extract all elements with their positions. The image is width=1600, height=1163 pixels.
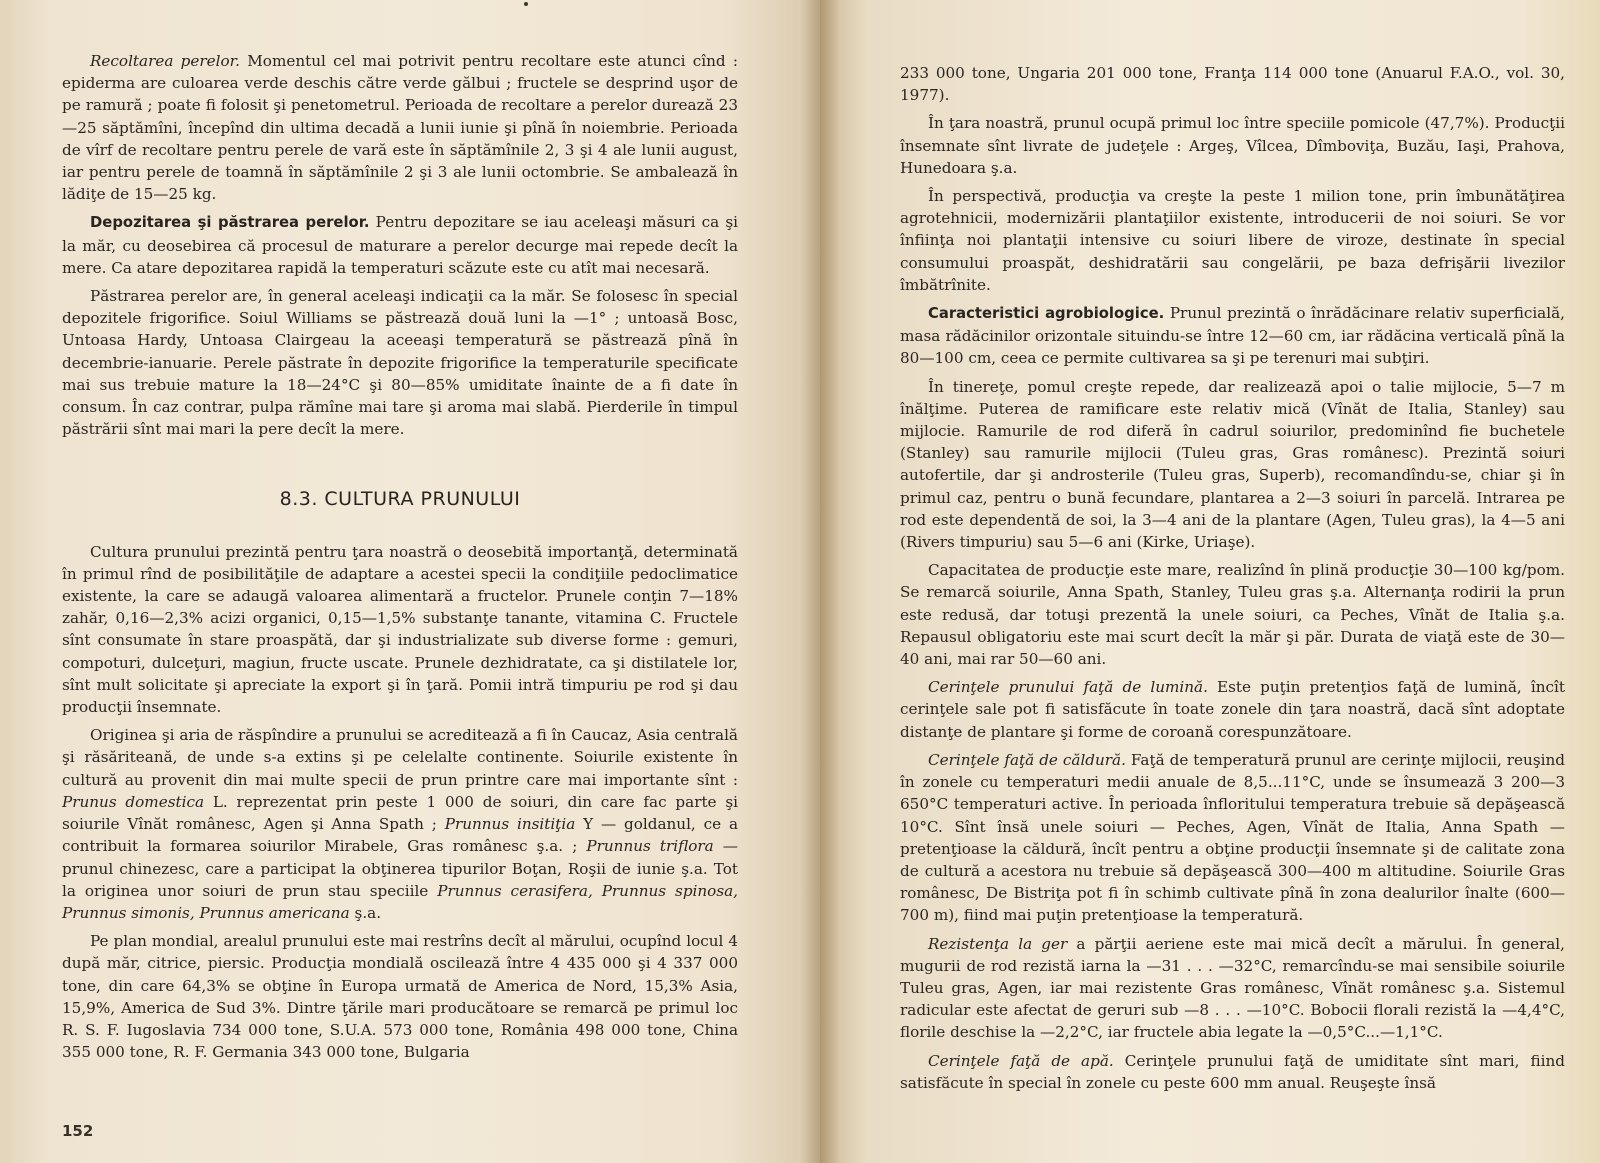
runin-frost: Rezistenţa la ger [928,934,1068,953]
paragraph-perspective: În perspectivă, producţia va creşte la peste 1 milion tone, prin îmbunătăţirea agrotehnicii, modernizării plantaţiilor existente, introducerii de noi soiuri. Se vor înfiinţa noi plantaţii intensive cu soiuri libere de viroze, destinate în special consumului proaspăt, deshidratării sau congelării, pe baza defrişării livezilor îmbătrînite. [900,187,1565,294]
right-page-text [900,62,1565,1100]
paragraph-frost-resistance: Rezistenţa la ger a părţii aeriene este mai mică decît a mărului. În general, mugurii de rod rezistă iarna la —31 . . . —32°C, remarcîndu-se mai sensibile soiurile Tuleu gras, Agen, iar mai rezistente Gras românesc, Vînăt românesc ş.a. Sistemul radicular este afectat de geruri sub —8 . . . —10°C. Bobocii florali rezistă la —4,4°C, florile deschise la —2,2°C, iar fructele abia legate la —0,5°C...—1,1°C. [900,934,1565,1042]
paragraph-production-continued: 233 000 tone, Ungaria 201 000 tone, Franţa 114 000 tone (Anuarul F.A.O., vol. 30, 1977). [900,64,1565,105]
paragraph-pear-storage: Depozitarea şi păstrarea perelor. Pentru depozitare se iau aceleaşi măsuri ca şi la măr, cu deosebirea că procesul de maturare a perelor decurge mai repede decît la mere. Ca atare depozitarea rapidă la temperaturi scăzute este cu atît mai necesară. [62,213,738,277]
runin-pear-storage: Depozitarea şi păstrarea perelor. [90,214,370,232]
paragraph-pear-keeping: Păstrarea perelor are, în general aceleaşi indicaţii ca la măr. Se folosesc în special depozitele frigorifice. Soiul Williams se păstrează două luni la —1° ; untoasă Bosc, Untoasa Hardy, Untoasa Clairgeau la aceeaşi temperatură se păstrează pînă în decembrie-ianuarie. Perele păstrate în depozite frigorifice la temperaturile specificate mai sus trebuie mature la 18—24°C şi 80—85% umiditate înainte de a fi date în consum. În caz contrar, pulpa rămîne mai tare şi aroma mai slabă. Pierderile în timpul păstrării sînt mai mari la pere decît la mere. [62,287,738,439]
section-heading: 8.3. CULTURA PRUNULUI [279,488,521,511]
paragraph-world-production: Pe plan mondial, arealul prunului este mai restrîns decît al mărului, ocupînd locul 4 după măr, citrice, piersic. Producţia mondială oscilează între 4 435 000 şi 4 337 000 tone, din care 64,3% se obţine în Europa urmată de America de Nord, 15,3% Asia, 15,9%, America de Sud 3%. Dintre ţările mari producătoare se remarcă pe primul loc R. S. F. Iugoslavia 734 000 tone, S.U.A. 573 000 tone, România 498 000 tone, China 355 000 tone, R. F. Germania 343 000 tone, Bulgaria [62,932,738,1062]
page-number: 152 [62,1122,94,1140]
paragraph-plum-culture: Cultura prunului prezintă pentru ţara noastră o deosebită importanţă, determinată în primul rînd de posibilităţile de adaptare a acestei specii la condiţiile pedoclimatice existente, la care se adaugă valoarea alimentară a fructelor. Prunele conţin 7—18% zahăr, 0,16—2,3% acizi organici, 0,15—1,5% substanţe tanante, vitamina C. Fructele sînt consumate în stare proaspătă, dar şi industrializate sub diverse forme : gemuri, compoturi, dulceţuri, magiun, fructe uscate. Prunele dezhidratate, ca şi distilatele lor, sînt mult solicitate şi apreciate la export şi în ţară. Pomii intră timpuriu pe rod şi dau producţii însemnate. [62,542,738,717]
paragraph-tree-growth: În tinereţe, pomul creşte repede, dar realizează apoi o talie mijlocie, 5—7 m înălţime. Puterea de ramificare este relativ mică (Vînăt de Italia, Stanley) sau mijlocie. Ramurile de rod diferă în cadrul soiurilor, predominînd fie buchetele (Stanley) sau ramurile mijlocii (Tuleu gras, Gras românesc). Prezintă soiuri autofertile, dar şi androsterile (Tuleu gras, Superb), recomandîndu-se, chiar şi în primul caz, pentru o bună fecundare, plantarea a 2—3 soiuri în parcelă. Intrarea pe rod este dependentă de soi, la 3—4 ani de la plantare (Agen, Tuleu gras), la 4—5 ani (Rivers timpuriu) sau 5—6 ani (Kirke, Uriaşe). [900,377,1565,552]
paragraph-agrobiological: Caracteristici agrobiologice. Prunul prezintă o înrădăcinare relativ superficială, masa rădăcinilor orizontale situindu-se între 12—60 cm, iar rădăcina verticală pînă la 80—100 cm, ceea ce permite cultivarea sa şi pe terenuri mai subţiri. [900,304,1565,368]
runin-agrobiological: Caracteristici agrobiologice. [928,305,1165,323]
species-name: Prunnus insitiţia [444,815,576,834]
paragraph-plum-origin: Originea şi aria de răspîndire a prunului se acreditează a fi în Caucaz, Asia centrală şi răsăriteană, de unde s-a extins şi pe celelalte continente. Soiurile existente în cultură au provenit din mai multe specii de prun printre care mai importante sînt : Prunus domestica L. reprezentat prin peste 1 000 de soiuri, din care fac parte şi soiurile Vînăt românesc, Agen şi Anna Spath ; Prunnus insitiţia Y — goldanul, ce a contribuit la formarea soiurilor Mirabele, Gras românesc ş.a. ; Prunnus triflora — prunul chinezesc, care a participat la obţinerea tipurilor Boţan, Roşii de iunie ş.a. Tot la originea unor soiuri de prun stau speciile Prunnus cerasifera, Prunnus spinosa, Prunnus simonis, Prunnus americana ş.a. [62,726,739,922]
paragraph-water-requirements: Cerinţele faţă de apă. Cerinţele prunului faţă de umiditate sînt mari, fiind satisfăcute în special în zonele cu peste 600 mm anual. Reuşeşte însă [900,1051,1565,1092]
ink-mark [524,2,528,6]
runin-heat: Cerinţele faţă de căldură. [928,750,1126,769]
paragraph-light-requirements: Cerinţele prunului faţă de lumină. Este puţin pretenţios faţă de lumină, încît cerinţele sale pot fi satisfăcute în toate zonele din ţara noastră, dacă sînt adoptate distanţe de plantare şi forme de coroană corespunzătoare. [900,678,1565,741]
runin-water: Cerinţele faţă de apă. [928,1051,1114,1070]
species-name: Prunnus cerasifera, Prunnus spinosa, Prunnus simonis, Prunnus americana [62,881,739,922]
left-page-text [62,50,738,1069]
paragraph-production-capacity: Capacitatea de producţie este mare, realizînd în plină producţie 30—100 kg/pom. Se remarcă soiurile, Anna Spath, Stanley, Tuleu gras ş.a. Alternanţa rodirii la prun este redusă, dar totuşi prezentă la unele soiuri, ca Peches, Vînăt de Italia ş.a. Repausul obligatoriu este mai scurt decît la măr şi păr. Durata de viaţă este de 30—40 ani, mai rar 50—60 ani. [900,561,1565,669]
paragraph-heat-requirements: Cerinţele faţă de căldură. Faţă de temperatură prunul are cerinţe mijlocii, reuşind în zonele cu temperaturi medii anuale de 8,5...11°C, unde se însumează 3 200—3 650°C temperaturi active. În perioada înfloritului temperatura trebuie să depăşească 10°C. Sînt însă unele soiuri — Peches, Agen, Vînăt de Italia, Anna Spath — pretenţioase la căldură, încît pentru a obţine producţii însemnate şi de calitate zona de cultură a acestora nu trebuie să depăşească 300—400 m altitudine. Soiurile Gras românesc, De Bistriţa pot fi în schimb cultivate pînă în zona dealurilor înalte (600—700 m), fiind mai puţin pretenţioase la temperatură. [900,750,1565,925]
runin-light: Cerinţele prunului faţă de lumină. [928,678,1208,697]
species-name: Prunnus triflora [586,837,714,856]
species-name: Prunus domestica [62,792,205,811]
paragraph-pear-harvesting: Recoltarea perelor. Momentul cel mai potrivit pentru recoltare este atunci cînd : epiderma are culoarea verde deschis către verde gălbui ; fructele se desprind uşor de pe ramură ; poate fi folosit şi penetometrul. Perioada de recoltare a perelor durează 23—25 săptămîni, începînd din ultima decadă a lunii iunie şi pînă în noiembrie. Perioada de vîrf de recoltare pentru perele de vară este în săptămînile 2, 3 şi 4 ale lunii august, iar pentru perele de toamnă în săptămînile 2 şi 3 ale lunii octombrie. Se ambalează în lădiţe de 15—25 kg. [62,52,738,204]
runin-pear-harvesting: Recoltarea perelor. [90,52,241,70]
paragraph-romania-production: În ţara noastră, prunul ocupă primul loc între speciile pomicole (47,7%). Producţii însemnate sînt livrate de judeţele : Argeş, Vîlcea, Dîmboviţa, Buzău, Iaşi, Prahova, Hunedoara ş.a. [900,114,1565,177]
